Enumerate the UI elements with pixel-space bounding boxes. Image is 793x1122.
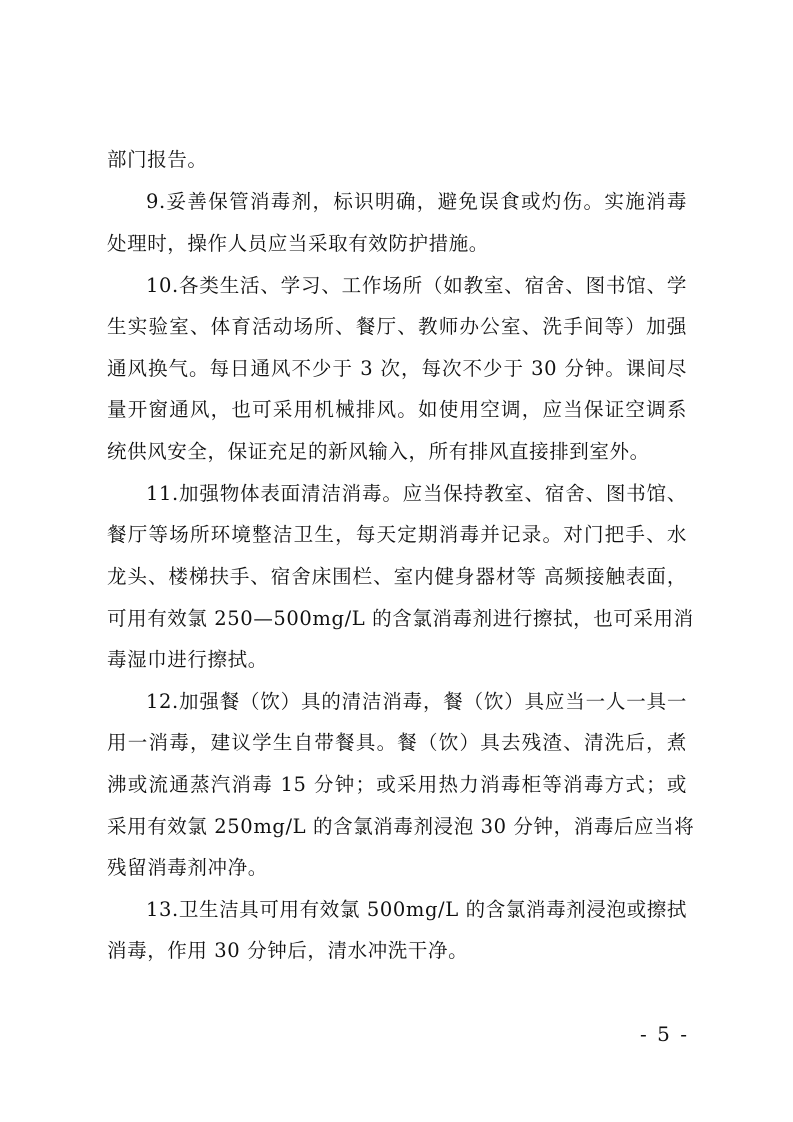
- item-10-line: 10.各类生活、学习、工作场所（如教室、宿舍、图书馆、学: [146, 274, 687, 297]
- item-11-line: 可用有效氯 250—500mg/L 的含氯消毒剂进行擦拭，也可采用消: [107, 607, 694, 630]
- item-12-line: 采用有效氯 250mg/L 的含氯消毒剂浸泡 30 分钟，消毒后应当将: [107, 815, 695, 838]
- item-12-line: 残留消毒剂冲净。: [107, 856, 268, 879]
- item-12-line: 12.加强餐（饮）具的清洁消毒，餐（饮）具应当一人一具一: [146, 690, 687, 713]
- item-12-line: 沸或流通蒸汽消毒 15 分钟；或采用热力消毒柜等消毒方式；或: [107, 773, 687, 796]
- item-13-line: 消毒，作用 30 分钟后，清水冲洗干净。: [107, 939, 469, 962]
- item-11-line: 餐厅等场所环境整洁卫生，每天定期消毒并记录。对门把手、水: [107, 523, 687, 546]
- page-number: - 5 -: [640, 1022, 689, 1046]
- item-13-line: 13.卫生洁具可用有效氯 500mg/L 的含氯消毒剂浸泡或擦拭: [146, 898, 687, 921]
- item-10-line: 通风换气。每日通风不少于 3 次，每次不少于 30 分钟。课间尽: [107, 357, 687, 380]
- paragraph-line: 部门报告。: [107, 148, 208, 171]
- item-11-line: 11.加强物体表面清洁消毒。应当保持教室、宿舍、图书馆、: [146, 482, 687, 505]
- item-10-line: 统供风安全，保证充足的新风输入，所有排风直接排到室外。: [107, 440, 650, 463]
- item-9-line: 处理时，操作人员应当采取有效防护措施。: [107, 232, 489, 255]
- item-12-line: 用一消毒，建议学生自带餐具。餐（饮）具去残渣、清洗后，煮: [107, 731, 687, 754]
- item-11-line: 毒湿巾进行擦拭。: [107, 648, 268, 671]
- item-10-line: 生实验室、体育活动场所、餐厅、教师办公室、洗手间等）加强: [107, 315, 687, 338]
- item-11-line: 龙头、楼梯扶手、宿舍床围栏、室内健身器材等 高频接触表面，: [107, 565, 687, 588]
- item-10-line: 量开窗通风，也可采用机械排风。如使用空调，应当保证空调系: [107, 398, 687, 421]
- item-9-line: 9.妥善保管消毒剂，标识明确，避免误食或灼伤。实施消毒: [146, 190, 687, 213]
